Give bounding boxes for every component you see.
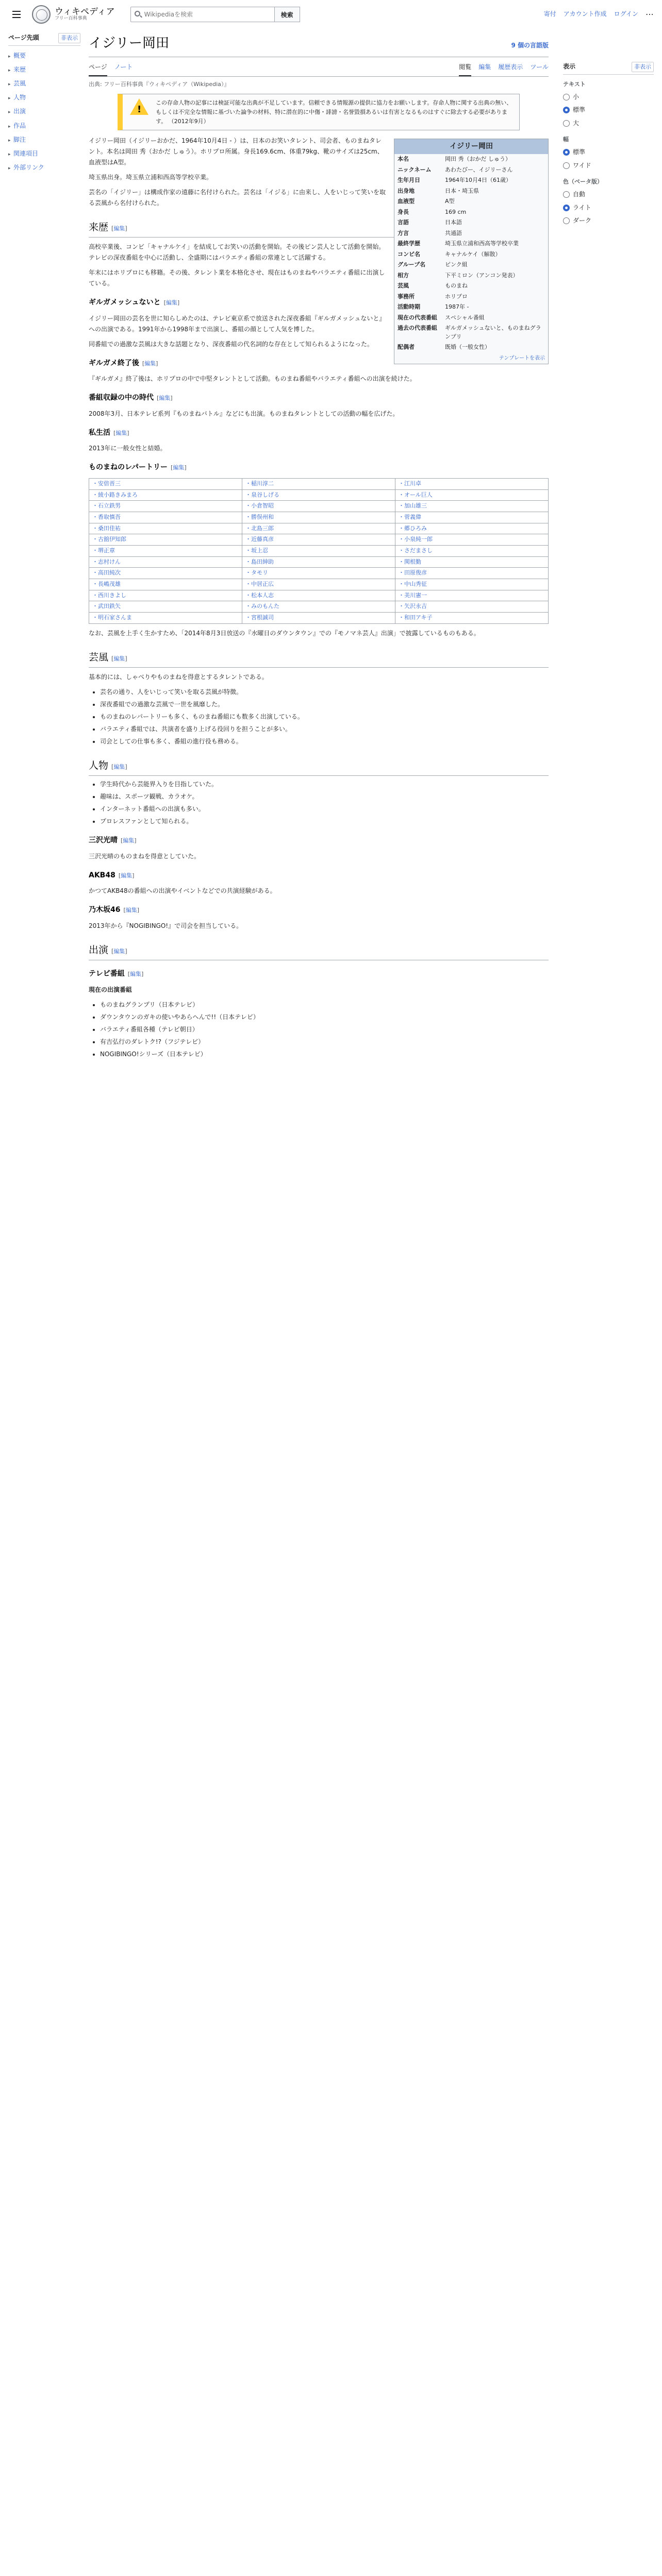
toc-item-label[interactable]: 作品 (13, 122, 26, 129)
infobox-value: 共通語 (445, 229, 462, 236)
list-item: • 芸名の通り、人をいじって笑いを取る芸風が特徴。 (100, 687, 549, 698)
tab-history[interactable]: 履歴表示 (498, 63, 523, 71)
radio-label: ダーク (573, 216, 592, 224)
edit-section-link[interactable]: [編集] (113, 429, 129, 436)
notice-date: （2012年9月） (168, 117, 209, 125)
infobox-label: 血液型 (398, 198, 415, 205)
list-item: • ダウンタウンのガキの使いやあらへんで!!（日本テレビ） (100, 1012, 549, 1023)
infobox-label: 身長 (398, 208, 409, 215)
list-item: • インターネット番組への出演も多い。 (100, 804, 549, 815)
repertoire-cell[interactable]: ・美川憲一 (395, 590, 549, 601)
toc-item-label[interactable]: 出演 (13, 108, 26, 115)
toc-item[interactable] (8, 49, 80, 63)
list-item: • 深夜番組での過激な芸風で一世を風靡した。 (100, 699, 549, 710)
edit-section-link[interactable]: [編集] (142, 360, 158, 367)
infobox-value: 下平ミロン（アンコン発表） (445, 272, 519, 279)
infobox-row (394, 228, 548, 239)
table-row (89, 590, 549, 601)
infobox-label: 配偶者 (398, 344, 415, 351)
subsection-heading-misawa: 三沢光晴 [編集] (89, 836, 137, 845)
toc-hide-button[interactable]: 非表示 (58, 33, 80, 43)
appearance-panel (563, 62, 654, 227)
edit-section-link[interactable]: [編集] (171, 464, 187, 471)
infobox-label: 芸風 (398, 282, 409, 290)
tab-tools[interactable]: ツール (530, 63, 549, 71)
table-row (89, 512, 549, 523)
edit-section-link[interactable]: [編集] (163, 299, 180, 307)
search-icon (135, 11, 140, 16)
misawa-paragraph: 三沢光晴のものまねを得意としていた。 (89, 852, 201, 860)
appearance-heading: 表示 (563, 63, 576, 70)
repertoire-cell[interactable]: ・和田アキ子 (395, 613, 549, 624)
repertoire-cell[interactable]: ・みのもんた (242, 601, 395, 613)
infobox-row (394, 342, 548, 353)
repertoire-cell[interactable]: ・中山秀征 (395, 579, 549, 590)
toc-item[interactable] (8, 105, 80, 118)
infobox-value: キャナルケイ（解散） (445, 250, 501, 258)
radio-button[interactable] (563, 191, 570, 198)
color-options (563, 188, 654, 227)
infobox-row (394, 281, 548, 292)
warning-icon (129, 98, 150, 117)
repertoire-cell[interactable]: ・菅義偉 (395, 512, 549, 523)
radio-button[interactable] (563, 205, 570, 211)
style-paragraph: 基本的には、しゃべりやものまねを得意とするタレントである。 (89, 673, 268, 681)
radio-button[interactable] (563, 162, 570, 169)
infobox-label: 活動時期 (398, 303, 420, 311)
radio-button[interactable] (563, 120, 570, 127)
infobox-title: イジリー岡田 (394, 139, 548, 154)
infobox-value: 埼玉県立浦和西高等学校卒業 (445, 240, 519, 247)
infobox-value: 岡田 秀（おかだ しゅう） (445, 156, 511, 163)
history-paragraph: 年末にはホリプロにも移籍。その後、タレント業を本格化させ、現在はものまねやバラエティ番組に出演している。 (89, 269, 385, 287)
repertoire-cell[interactable]: ・島田紳助 (242, 556, 395, 568)
section-heading-person: 人物 [編集] (89, 757, 549, 776)
infobox-value: ギルガメッシュないと、ものまねグランプリ (445, 325, 541, 340)
after-paragraph: 『ギルガメ』終了後は、ホリプロの中で中堅タレントとして活動。ものまね番組やバラエティ番組への出演を続けた。 (89, 375, 416, 383)
repertoire-cell[interactable]: ・中居正広 (242, 579, 395, 590)
radio-label: 標準 (573, 148, 586, 156)
table-row (89, 601, 549, 613)
style-list (100, 687, 549, 747)
edit-section-link[interactable]: [編集] (111, 225, 127, 232)
toc-item-label[interactable]: 概要 (13, 52, 26, 59)
table-row (89, 546, 549, 557)
search-input[interactable] (130, 7, 275, 22)
repertoire-cell[interactable]: ・小泉純一郎 (395, 534, 549, 546)
gilgamesh-paragraph: イジリー岡田の芸名を世に知らしめたのは、テレビ東京系で放送された深夜番組『ギルガメッシュないと』への出演である。1991年から1998年まで出演し、番組の顔として人気を博した。 (89, 314, 386, 333)
table-row (89, 556, 549, 568)
edit-section-link[interactable]: [編集] (118, 872, 135, 879)
list-item: • プロレスファンとして知られる。 (100, 816, 549, 827)
color-label: 色（ベータ版） (563, 178, 603, 185)
text-size-options (563, 91, 654, 130)
intro-paragraph: イジリー岡田（イジリーおかだ、1964年10月4日 - ）は、日本のお笑いタレント、司会者、ものまねタレント。本名は岡田 秀（おかだ しゅう）。ホリプロ所属。身長169.6cm、体重79kg、靴のサイズは25cm、血液型はA型。 (89, 137, 384, 166)
infobox-template-link[interactable]: テンプレートを表示 (499, 355, 545, 361)
radio-label: 自動 (573, 191, 586, 198)
repertoire-cell[interactable]: ・オール巨人 (395, 489, 549, 501)
toc-item-label[interactable]: 外部リンク (13, 164, 44, 172)
subsection-heading-private: 私生活 [編集] (89, 428, 129, 437)
edit-section-link[interactable]: [編集] (111, 655, 127, 662)
toc-item[interactable] (8, 147, 80, 161)
radio-button[interactable] (563, 149, 570, 156)
infobox-label: 生年月日 (398, 177, 420, 184)
infobox-row (394, 165, 548, 176)
toc-item-label[interactable]: 関連項目 (13, 149, 39, 157)
section-heading-history: 来歴 [編集] (89, 219, 549, 238)
toc-list (8, 49, 80, 175)
infobox-row (394, 154, 548, 165)
site-header (0, 0, 662, 29)
radio-button[interactable] (563, 217, 570, 224)
repertoire-cell[interactable]: ・勝俣州和 (242, 512, 395, 523)
infobox-label: コンビ名 (398, 250, 420, 258)
repertoire-cell[interactable]: ・明石家さんま (89, 613, 242, 624)
infobox-value: 日本・埼玉県 (445, 187, 479, 194)
infobox-value: 1964年10月4日（61歳） (445, 177, 511, 184)
subsection-heading-akb: AKB48 [編集] (89, 871, 135, 879)
infobox-value: ピンク組 (445, 261, 468, 268)
repertoire-cell[interactable]: ・安倍晋三 (89, 478, 242, 489)
donate-link[interactable]: 寄付 (543, 10, 556, 18)
infobox-label: 本名 (398, 156, 409, 163)
repertoire-cell[interactable]: ・志村けん (89, 556, 242, 568)
article-body (89, 135, 549, 1059)
notice-text: この存命人物の記事には検証可能な出典が不足しています。信頼できる情報源の提供に協力をお願いします。存命人物に関する出典の無い、もしくは不完全な情報に基づいた論争の材料、特に潜在的に中傷・誹謗・名誉毀損あるいは有害となるものはすぐに除去する必要があります。 (156, 99, 512, 125)
search-button[interactable]: 検索 (275, 7, 300, 22)
table-row (89, 501, 549, 512)
repertoire-cell[interactable]: ・小倉智昭 (242, 501, 395, 512)
radio-button[interactable] (563, 107, 570, 113)
text-size-option[interactable] (563, 117, 654, 130)
history-paragraph: 高校卒業後、コンビ「キャナルケイ」を結成してお笑いの活動を開始。その後ピン芸人として活動を開始。テレビの深夜番組を中心に活動し、全盛期にはバラエティ番組の常連として活躍する。 (89, 243, 385, 262)
repertoire-cell[interactable]: ・近藤真彦 (242, 534, 395, 546)
toc-item[interactable] (8, 133, 80, 147)
login-link[interactable]: ログイン (614, 10, 638, 18)
radio-button[interactable] (563, 94, 570, 100)
repertoire-cell[interactable]: ・石立鉄男 (89, 501, 242, 512)
list-item: • ものまねグランプリ（日本テレビ） (100, 999, 549, 1010)
list-item: • ものまねのレパートリーも多く、ものまね番組にも数多く出演している。 (100, 711, 549, 722)
gilgamesh-paragraph: 同番組での過激な芸風は大きな話題となり、深夜番組の代名詞的な存在として知られるようになった。 (89, 340, 374, 348)
table-row (89, 489, 549, 501)
chevron-right-icon[interactable]: ▸ (8, 54, 11, 59)
table-row (89, 579, 549, 590)
language-button[interactable]: 9 個の言語版 (511, 42, 549, 49)
repertoire-cell[interactable]: ・松本人志 (242, 590, 395, 601)
toc-item[interactable] (8, 91, 80, 105)
infobox-value: あわたびー、イジリーさん (445, 166, 513, 173)
infobox-label: 最終学歴 (398, 240, 420, 247)
logo-subtitle: フリー百科事典 (55, 16, 87, 22)
tab-talk[interactable]: ノート (114, 63, 133, 71)
list-item: • 司会としての仕事も多く、番組の進行役も務める。 (100, 736, 549, 747)
infobox-row (394, 196, 548, 207)
infobox-row (394, 270, 548, 281)
subsection-heading-nogizaka: 乃木坂46 [編集] (89, 906, 140, 914)
radio-label: 標準 (573, 106, 586, 114)
infobox (394, 139, 549, 364)
toc-item[interactable] (8, 161, 80, 175)
table-row (89, 613, 549, 624)
repertoire-cell[interactable]: ・桑田佳祐 (89, 523, 242, 534)
repertoire-note: なお、芸風を上手く生かすため、「2014年8月3日放送の『水曜日のダウンタウン』での『モノマネ芸人』出演」で披露しているものもある。 (89, 629, 480, 637)
infobox-label: 出身地 (398, 187, 415, 194)
chevron-right-icon[interactable]: ▸ (8, 81, 11, 87)
infobox-row (394, 249, 548, 260)
subsection-heading-repertoire: ものまねのレパートリー [編集] (89, 463, 187, 472)
chevron-right-icon[interactable]: ▸ (8, 96, 11, 101)
repertoire-cell[interactable]: ・長嶋茂雄 (89, 579, 242, 590)
repertoire-cell[interactable]: ・坂上忍 (242, 546, 395, 557)
tab-read[interactable]: 閲覧 (459, 59, 471, 76)
toc-item-label[interactable]: 芸風 (13, 79, 26, 87)
width-label: 幅 (563, 135, 569, 143)
chevron-right-icon[interactable]: ▸ (8, 151, 11, 157)
table-of-contents (8, 33, 80, 175)
infobox-row (394, 323, 548, 342)
repertoire-cell[interactable]: ・泉谷しげる (242, 489, 395, 501)
repertoire-cell[interactable]: ・矢沢永吉 (395, 601, 549, 613)
repertoire-cell[interactable]: ・田原俊彦 (395, 568, 549, 579)
private-paragraph: 2013年に一般女性と結婚。 (89, 445, 167, 452)
maintenance-notice (118, 94, 520, 130)
subsection-heading-after: ギルガメ終了後 [編集] (89, 359, 158, 367)
repertoire-cell[interactable]: ・綾小路きみまろ (89, 489, 242, 501)
wikipedia-logo[interactable] (32, 5, 115, 24)
toc-item-label[interactable]: 人物 (13, 94, 26, 101)
tv-current-heading: 現在の出演番組 (89, 986, 133, 993)
user-links (544, 8, 654, 21)
color-option[interactable] (563, 188, 654, 201)
repertoire-cell[interactable]: ・武田鉄矢 (89, 601, 242, 613)
width-option[interactable] (563, 146, 654, 159)
section-heading-appearances: 出演 [編集] (89, 942, 549, 960)
page-title: イジリー岡田 (89, 36, 170, 51)
infobox-label: 方言 (398, 229, 409, 236)
radio-label: ライト (573, 204, 591, 211)
create-account-link[interactable]: アカウント作成 (563, 10, 607, 18)
radio-label: 小 (573, 93, 580, 101)
edit-section-link[interactable]: [編集] (111, 764, 127, 771)
list-item: • 学生時代から芸能界入りを目指していた。 (100, 779, 549, 790)
infobox-label: 言語 (398, 219, 409, 226)
infobox-row (394, 239, 548, 249)
infobox-value: 1987年 - (445, 303, 469, 311)
infobox-row (394, 260, 548, 270)
repertoire-cell[interactable]: ・北島三郎 (242, 523, 395, 534)
toc-item-label[interactable]: 来歴 (13, 65, 26, 73)
main-menu-icon[interactable] (8, 6, 25, 23)
search-form (130, 7, 300, 22)
toc-item-label[interactable]: 脚注 (13, 135, 26, 143)
repertoire-cell[interactable]: ・西川きよし (89, 590, 242, 601)
radio-label: ワイド (573, 161, 591, 169)
infobox-label: 事務所 (398, 293, 415, 300)
infobox-value: 日本語 (445, 219, 462, 226)
globe-icon (32, 5, 51, 24)
subsection-heading-tv: テレビ番組 [編集] (89, 970, 144, 978)
infobox-row (394, 217, 548, 228)
logo-title: ウィキペディア (55, 6, 115, 17)
chevron-right-icon[interactable]: ▸ (8, 166, 11, 172)
color-option[interactable] (563, 201, 654, 214)
width-options (563, 146, 654, 172)
infobox-value: 既婚（一般女性） (445, 344, 490, 351)
infobox-label: グループ名 (398, 261, 426, 268)
chevron-right-icon[interactable]: ▸ (8, 110, 11, 115)
infobox-row (394, 292, 548, 302)
radio-label: 大 (573, 119, 580, 127)
infobox-row (394, 302, 548, 313)
table-row (89, 568, 549, 579)
list-item: • NOGIBINGO!シリーズ（日本テレビ） (100, 1049, 549, 1060)
infobox-label: ニックネーム (398, 166, 432, 173)
nogizaka-paragraph: 2013年から『NOGIBINGO!』で司会を担当している。 (89, 922, 243, 929)
infobox-label: 過去の代表番組 (398, 325, 437, 332)
list-item: • 趣味は、スポーツ観戦、カラオケ。 (100, 791, 549, 802)
repertoire-cell[interactable]: ・宮根誠司 (242, 613, 395, 624)
color-option[interactable] (563, 214, 654, 227)
person-list (100, 779, 549, 827)
akb-paragraph: かつてAKB48の番組への出演やイベントなどでの共演経験がある。 (89, 887, 276, 895)
infobox-row (394, 207, 548, 218)
repertoire-cell[interactable]: ・江川卓 (395, 478, 549, 489)
tagline: 出典: フリー百科事典『ウィキペディア（Wikipedia）』 (89, 80, 230, 88)
page-tabs (89, 59, 549, 77)
infobox-row (394, 313, 548, 324)
repertoire-cell[interactable]: ・関根勤 (395, 556, 549, 568)
list-item: • バラエティ番組各種（テレビ朝日） (100, 1024, 549, 1035)
infobox-row (394, 186, 548, 197)
list-item: • バラエティ番組では、共演者を盛り上げる役回りを担うことが多い。 (100, 724, 549, 735)
main-content (89, 33, 549, 1063)
infobox-value: A型 (445, 198, 455, 205)
toc-item[interactable] (8, 77, 80, 91)
section-heading-style: 芸風 [編集] (89, 649, 549, 668)
tab-edit[interactable]: 編集 (478, 63, 491, 71)
infobox-row (394, 175, 548, 186)
text-size-label: テキスト (563, 80, 586, 88)
repertoire-table (89, 478, 549, 624)
width-option[interactable] (563, 159, 654, 172)
text-size-option[interactable] (563, 104, 654, 116)
more-options-icon[interactable]: ⋯ (646, 9, 654, 20)
subsection-heading-recent: 番組収録の中の時代 [編集] (89, 394, 173, 402)
repertoire-cell[interactable]: ・高田純次 (89, 568, 242, 579)
appearance-hide-button[interactable]: 非表示 (632, 62, 654, 72)
infobox-label: 現在の代表番組 (398, 314, 437, 321)
recent-paragraph: 2008年3月、日本テレビ系列『ものまねバトル』などにも出演。ものまねタレントとしての活動の幅を広げた。 (89, 410, 399, 417)
edit-section-link[interactable]: [編集] (127, 971, 144, 978)
repertoire-cell[interactable]: ・さだまさし (395, 546, 549, 557)
repertoire-cell[interactable]: ・タモリ (242, 568, 395, 579)
intro-paragraph: 埼玉県出身。埼玉県立浦和西高等学校卒業。 (89, 174, 213, 181)
infobox-label: 相方 (398, 272, 409, 279)
edit-section-link[interactable]: [編集] (123, 907, 140, 914)
infobox-value: 169 cm (445, 208, 467, 215)
edit-section-link[interactable]: [編集] (157, 395, 173, 402)
repertoire-cell[interactable]: ・古舘伊知郎 (89, 534, 242, 546)
infobox-value: スペシャル番組 (445, 314, 485, 321)
infobox-table (394, 154, 548, 353)
infobox-value: ものまね (445, 282, 468, 290)
edit-section-link[interactable]: [編集] (121, 837, 137, 844)
repertoire-cell[interactable]: ・郷ひろみ (395, 523, 549, 534)
table-row (89, 534, 549, 546)
tv-list (100, 999, 549, 1060)
repertoire-cell[interactable]: ・稲川淳二 (242, 478, 395, 489)
intro-paragraph: 芸名の「イジリー」は構成作家の遠藤に名付けられた。芸名は「イジる」に由来し、人をいじって笑いを取る芸風から名付けられた。 (89, 189, 386, 207)
toc-item[interactable] (8, 63, 80, 77)
repertoire-cell[interactable]: ・香取慎吾 (89, 512, 242, 523)
chevron-right-icon[interactable]: ▸ (8, 138, 11, 143)
toc-heading[interactable]: ページ先頭 (8, 34, 39, 41)
infobox-value: ホリプロ (445, 293, 468, 300)
chevron-right-icon[interactable]: ▸ (8, 124, 11, 129)
toc-item[interactable] (8, 119, 80, 133)
edit-section-link[interactable]: [編集] (111, 947, 127, 955)
subsection-heading-gilgamesh: ギルガメッシュないと [編集] (89, 298, 180, 307)
list-item: • 有吉弘行のダレトク!?（フジテレビ） (100, 1037, 549, 1047)
table-row (89, 478, 549, 489)
repertoire-cell[interactable]: ・加山雄三 (395, 501, 549, 512)
chevron-right-icon[interactable]: ▸ (8, 67, 11, 73)
text-size-option[interactable] (563, 91, 654, 104)
tab-page[interactable]: ページ (89, 59, 107, 76)
repertoire-cell[interactable]: ・堺正章 (89, 546, 242, 557)
table-row (89, 523, 549, 534)
